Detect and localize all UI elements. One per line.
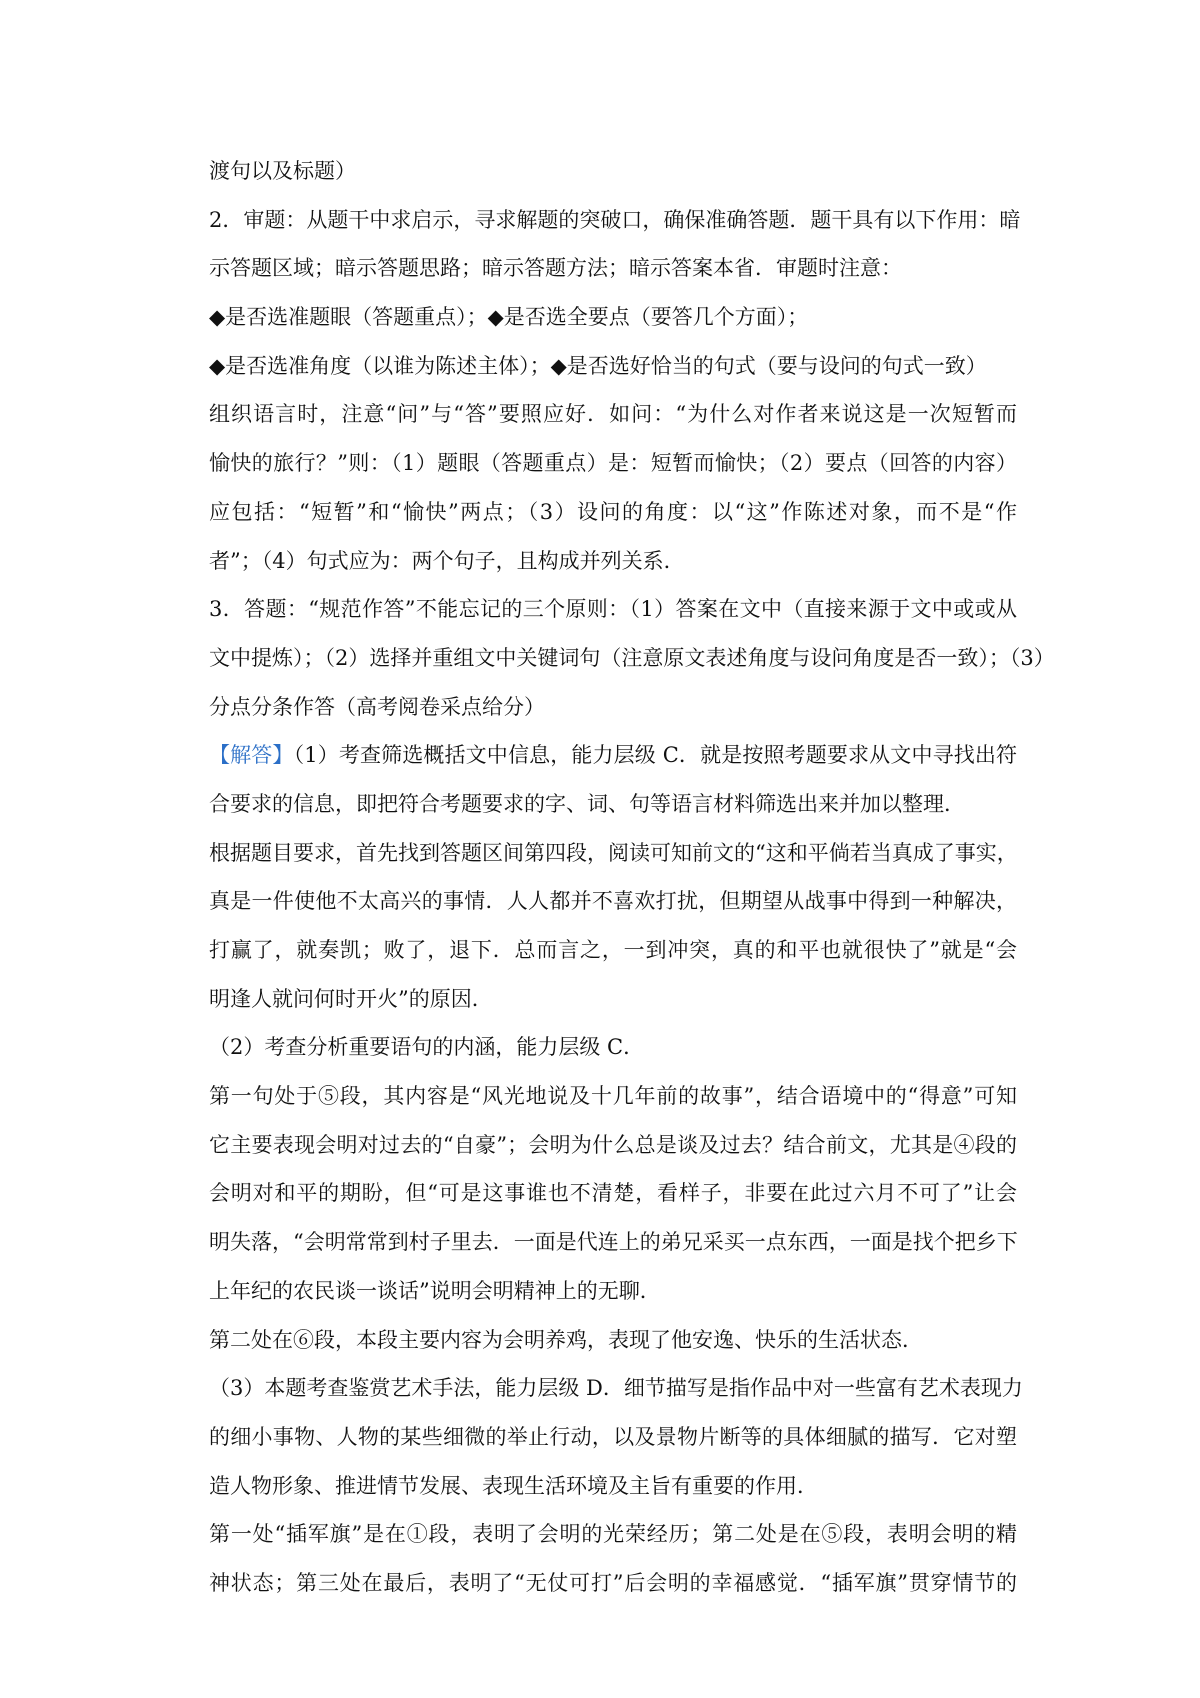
text-line-content: 明失落，“会明常常到村子里去．一面是代连上的弟兄采买一点东西，一面是找个把乡下 [209, 1230, 1018, 1255]
text-line [209, 203, 1021, 252]
text-line-content: 第二处在⑥段，本段主要内容为会明养鸡，表现了他安逸、快乐的生活状态． [209, 1327, 923, 1352]
text-line-content: 分点分条作答（高考阅卷采点给分） [209, 694, 545, 719]
text-line-content: （3）本题考查鉴赏艺术手法，能力层级 D．细节描写是指作品中对一些富有艺术表现力 [209, 1376, 1023, 1401]
text-line [209, 836, 1017, 885]
document-body [209, 154, 1055, 1615]
text-line [209, 1323, 1017, 1372]
text-line-content: 渡句以及标题） [209, 159, 356, 183]
text-line-content: 愉快的旅行？”则：（1）题眼（答题重点）是：短暂而愉快；（2）要点（回答的内容） [209, 451, 1017, 476]
text-line [209, 1371, 1023, 1420]
text-line-content: 造人物形象、推进情节发展、表现生活环境及主旨有重要的作用． [209, 1473, 818, 1498]
text-line [209, 1420, 1017, 1469]
text-line-content: （2）考查分析重要语句的内涵，能力层级 C． [209, 1035, 645, 1060]
text-line [209, 397, 1017, 446]
text-line [209, 884, 1017, 933]
text-line-content: ◆是否选准角度（以谁为陈述主体）；◆是否选好恰当的句式（要与设问的句式一致） [209, 353, 987, 378]
text-line [209, 1469, 1017, 1518]
text-line [209, 349, 1017, 398]
text-line-content: 示答题区域；暗示答题思路；暗示答题方法；暗示答案本省．审题时注意： [209, 256, 902, 281]
text-line [209, 495, 1017, 544]
text-line-content: 2．审题：从题干中求启示，寻求解题的突破口，确保准确答题．题干具有以下作用：暗 [209, 207, 1021, 232]
text-line [209, 300, 1017, 349]
text-line-content: 第一句处于⑤段，其内容是“风光地说及十几年前的故事”，结合语境中的“得意”可知 [209, 1084, 1017, 1109]
text-line-content: 打赢了，就奏凯；败了，退下．总而言之，一到冲突，真的和平也就很快了”就是“会 [209, 938, 1017, 962]
text-line [209, 1225, 1017, 1274]
text-line [209, 641, 1055, 690]
text-line-content: （1）考查筛选概括文中信息，能力层级 C．就是按照考题要求从文中寻找出符 [293, 743, 1018, 768]
text-line-content: ◆是否选准题眼（答题重点）；◆是否选全要点（要答几个方面）； [209, 305, 809, 330]
text-line [209, 544, 1017, 593]
text-line [209, 738, 1017, 787]
text-line-content: 者”；（4）句式应为：两个句子，且构成并列关系． [209, 548, 685, 573]
text-line-content: 根据题目要求，首先找到答题区间第四段，阅读可知前文的“这和平倘若当真成了事实， [209, 840, 1018, 865]
text-line [209, 690, 1017, 739]
text-line-content: 应包括：“短暂”和“愉快”两点；（3）设问的角度：以“这”作陈述对象，而不是“作 [209, 499, 1017, 524]
text-line [209, 1566, 1017, 1615]
answer-label: 【解答】 [209, 743, 294, 768]
text-line [209, 1517, 1017, 1566]
text-line-content: 第一处“插军旗”是在①段，表明了会明的光荣经历；第二处是在⑤段，表明会明的精 [209, 1522, 1017, 1547]
text-line [209, 1176, 1017, 1225]
text-line [209, 592, 1017, 641]
text-line-content: 合要求的信息，即把符合考题要求的字、词、句等语言材料筛选出来并加以整理． [209, 791, 965, 816]
text-line [209, 1128, 1017, 1177]
text-line-content: 真是一件使他不太高兴的事情．人人都并不喜欢打扰，但期望从战事中得到一种解决， [209, 889, 1017, 914]
text-line [209, 1274, 1017, 1323]
text-line-content: 神状态；第三处在最后，表明了“无仗可打”后会明的幸福感觉．“插军旗”贯穿情节的 [209, 1570, 1017, 1595]
text-line [209, 787, 1017, 836]
text-line-content: 的细小事物、人物的某些细微的举止行动，以及景物片断等的具体细腻的描写．它对塑 [209, 1424, 1017, 1449]
text-line [209, 251, 1017, 300]
text-line [209, 982, 1017, 1031]
text-line [209, 446, 1017, 495]
text-line [209, 1079, 1017, 1128]
text-line [209, 933, 1017, 982]
text-line-content: 3．答题：“规范作答”不能忘记的三个原则：（1）答案在文中（直接来源于文中或或从 [209, 597, 1017, 622]
text-line-content: 它主要表现会明对过去的“自豪”；会明为什么总是谈及过去？结合前文，尤其是④段的 [209, 1132, 1017, 1157]
text-line [209, 1030, 1017, 1079]
text-line-content: 会明对和平的期盼，但“可是这事谁也不清楚，看样子，非要在此过六月不可了”让会 [209, 1181, 1017, 1206]
text-line [209, 154, 1017, 203]
text-line-content: 文中提炼）；（2）选择并重组文中关键词句（注意原文表述角度与设问角度是否一致）；（3） [209, 645, 1055, 670]
text-line-content: 组织语言时，注意“问”与“答”要照应好．如问：“为什么对作者来说这是一次短暂而 [209, 402, 1017, 427]
text-line-content: 明逢人就问何时开火”的原因． [209, 986, 493, 1011]
text-line-content: 上年纪的农民谈一谈话”说明会明精神上的无聊． [209, 1278, 661, 1303]
